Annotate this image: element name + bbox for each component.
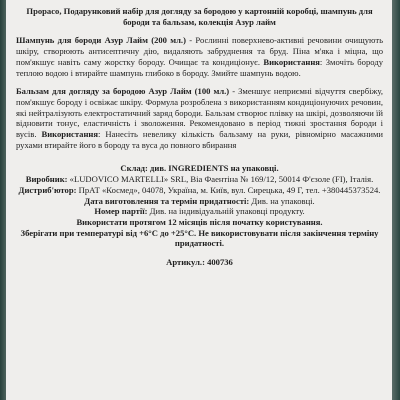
batch-line (16, 206, 383, 217)
shampoo-usage-text: : Змочіть бороду теплою водою і втирайте шампунь глибоко в бороду. Змийте шампунь водою. (16, 56, 383, 78)
shampoo-title: Шампунь для бороди Азур Лайм (200 мл.) (16, 35, 186, 46)
storage-line: Зберігати при температурі від +6°С до +25°С. Не використовувати після закінчення терміну придатності. (20, 227, 379, 249)
product-label-sticker (6, 0, 392, 400)
box-edge-right (392, 0, 400, 400)
expiry-line (16, 196, 383, 207)
balm-body: - Зменшує неприємні відчуття свербіжу, пом'якшує бороду і освіжає шкіру. Формула розроблена з використанням кондиціонуючих речовин, які нейтралізують електростатичний заряд бороди. Бальзам створює плівку на шкірі, дозволяючи їй відновити тонус, еластичність і зволоження. Рекомендовано в період тижні зростання бороди і вусів. (16, 86, 383, 140)
shampoo-usage-label: Використання (263, 56, 320, 67)
expiry-text: Див. на упаковці. (249, 195, 315, 206)
balm-usage-text: : Нанесіть невелику кількість бальзаму на руки, рівномірно масажними рухами втирайте його в бороду та вуса до повного вбирання (16, 129, 383, 150)
balm-title: Бальзам для догляду за бородою Азур Лайм (100 мл.) (16, 86, 230, 97)
producer-line (16, 174, 383, 195)
product-info-block (16, 163, 383, 249)
shampoo-description (16, 35, 383, 78)
article-number: Артикул.: 400736 (166, 257, 233, 268)
batch-label: Номер партії: (94, 206, 148, 217)
use-within-line: Використати протягом 12 місяців після початку користування. (76, 216, 323, 227)
balm-description (16, 86, 383, 150)
balm-usage-label: Використання (41, 129, 99, 140)
distributor-text: ПрАТ «Космед», 04078, Україна, м. Київ, вул. Сирецька, 49 Г, тел. +380445373524. (76, 184, 381, 195)
product-intro: Прорасо, Подарунковий набір для догляду за бородою у картонній коробці, шампунь для бороди та бальзам, колекція Азур лайм (26, 6, 373, 27)
producer-text: «LUDOVICO MARTELLI» SRL, Віа Фаентіна № 169/12, 50014 Ф'єзоле (FI), Італія. (67, 174, 374, 185)
distributor-label: Дистриб'ютор: (18, 184, 77, 195)
composition-line: Склад: див. INGREDIENTS на упаковці. (120, 163, 279, 174)
shampoo-body: - Рослинні поверхнево-активні речовини очищують шкіру, створюють антисептичну дію, видаляють забруднення та бруд. Піна м'яка і міцна, що пом'якшує навіть саму жорстку бороду. Очищає та кондиціонує. (16, 35, 384, 67)
batch-text: Див. на індивідуальній упаковці продукту. (147, 206, 305, 217)
producer-label: Виробник: (25, 174, 68, 185)
expiry-label: Дата виготовлення та термін придатності: (84, 195, 250, 206)
